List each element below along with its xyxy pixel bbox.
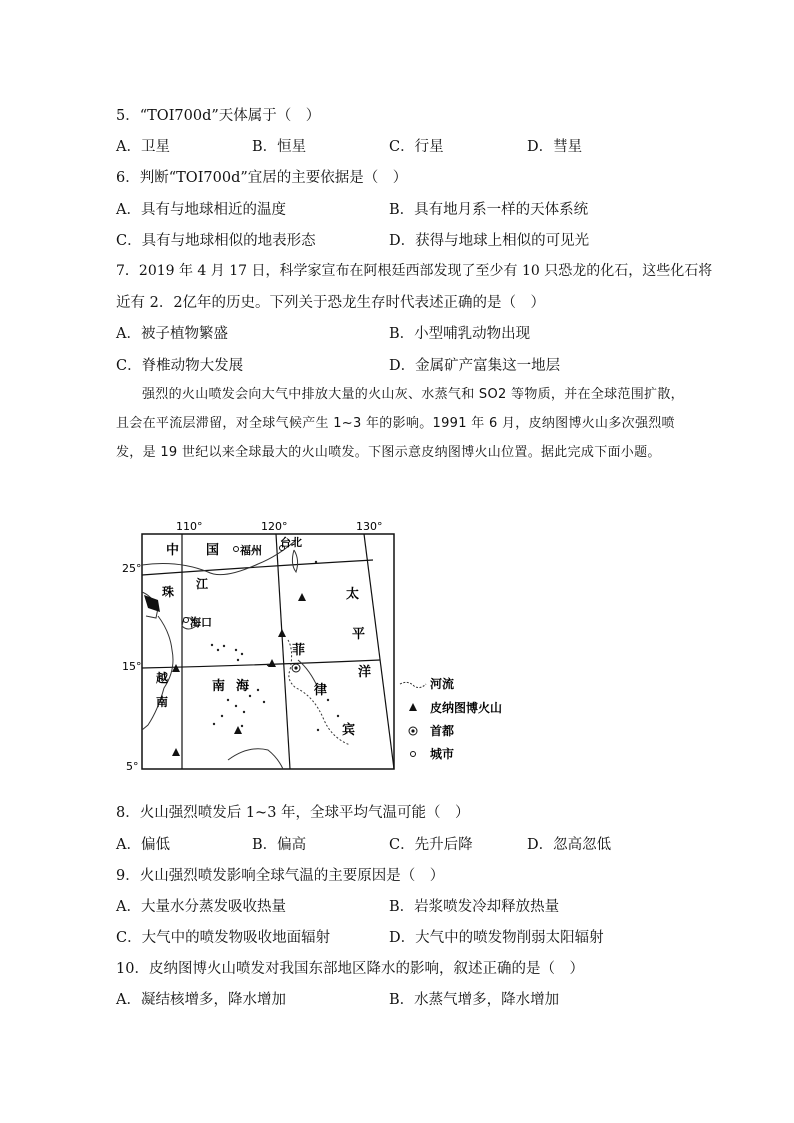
q9-option-c: C．大气中的喷发物吸收地面辐射 [116, 930, 331, 946]
q6-option-c: C．具有与地球相似的地表形态 [116, 233, 316, 249]
q7-stem-line1: 7．2019 年 4 月 17 日，科学家宣布在阿根廷西部发现了至少有 10 只恐龙的化石，这些化石将 [116, 263, 713, 279]
legend-volcano-icon [409, 703, 417, 711]
legend-river: 河流 [430, 677, 455, 691]
map-label-lv: 律 [314, 683, 328, 698]
map-label-jiang: 江 [196, 577, 209, 591]
q8-option-d: D．忽高忽低 [527, 837, 612, 853]
map-label-fuzhou: 福州 [240, 544, 262, 557]
map-lon-120: 120° [261, 520, 288, 533]
q6-option-d: D．获得与地球上相似的可见光 [389, 233, 590, 249]
legend-river-icon [400, 682, 426, 687]
q6-option-a: A．具有与地球相近的温度 [116, 202, 286, 218]
map-lat-25: 25° [122, 562, 142, 575]
map-label-zhu: 珠 [162, 585, 175, 599]
legend-city-icon [411, 752, 416, 757]
map-label-china-1: 中 [166, 543, 180, 558]
map-label-china-2: 国 [206, 543, 220, 558]
map-label-yue: 越 [156, 671, 169, 685]
volcano-icon [268, 659, 276, 667]
map-label-nan2: 南 [156, 695, 169, 709]
q7-option-b: B．小型哺乳动物出现 [389, 326, 531, 342]
map-lat-15: 15° [122, 660, 142, 673]
map-lat-5: 5° [126, 760, 139, 773]
q6-stem: 6．判断“TOI700d”宜居的主要依据是（ ） [116, 170, 408, 186]
q5-option-d: D．彗星 [527, 139, 583, 155]
map-label-bin: 宾 [342, 723, 356, 738]
q9-option-b: B．岩浆喷发冷却释放热量 [389, 899, 560, 915]
q8-option-c: C．先升后降 [389, 837, 473, 853]
volcano-location-map [118, 520, 518, 778]
q7-stem-line2: 近有 2．2亿年的历史。下列关于恐龙生存时代表述正确的是（ ） [116, 295, 546, 311]
map-label-fei: 菲 [292, 643, 306, 658]
q5-option-c: C．行星 [389, 139, 444, 155]
q9-stem: 9．火山强烈喷发影响全球气温的主要原因是（ ） [116, 868, 445, 884]
map-lon-130: 130° [356, 520, 383, 533]
legend-capital: 首都 [430, 724, 455, 738]
legend-city: 城市 [430, 747, 455, 761]
q10-option-b: B．水蒸气增多，降水增加 [389, 992, 560, 1008]
q10-option-a: A．凝结核增多，降水增加 [116, 992, 286, 1008]
q6-option-b: B．具有地月系一样的天体系统 [389, 202, 589, 218]
q5-option-a: A．卫星 [116, 139, 170, 155]
map-label-ping: 平 [352, 627, 366, 642]
q5-option-b: B．恒星 [252, 139, 307, 155]
q8-option-a: A．偏低 [116, 837, 170, 853]
passage: 强烈的火山喷发会向大气中排放大量的火山灰、水蒸气和 SO2 等物质，并在全球范围扩散，且会在平流层滞留，对全球气候产生 1~3 年的影响。1991 年 6 月，皮纳图博火山多次强烈喷发，是 19 世纪以来全球最大的火山喷发。下图示意皮纳图博火山位置。据此完成下面小题。 [116, 387, 684, 460]
q7-option-c: C．脊椎动物大发展 [116, 358, 244, 374]
q10-stem: 10．皮纳图博火山喷发对我国东部地区降水的影响，叙述正确的是（ ） [116, 961, 584, 977]
map-label-tai: 太 [346, 587, 360, 602]
map-label-yang: 洋 [358, 665, 372, 680]
q9-option-a: A．大量水分蒸发吸收热量 [116, 899, 286, 915]
q7-option-a: A．被子植物繁盛 [116, 326, 228, 342]
map-label-taipei: 台北 [280, 536, 302, 549]
q8-stem: 8．火山强烈喷发后 1~3 年，全球平均气温可能（ ） [116, 805, 470, 821]
legend-volcano: 皮纳图博火山 [430, 701, 503, 715]
q7-option-d: D．金属矿产富集这一地层 [389, 358, 561, 374]
map-frame [142, 534, 394, 769]
map-label-haikou: 海口 [190, 616, 212, 629]
map-label-nan: 南 [212, 679, 226, 694]
map-label-hai: 海 [236, 679, 250, 694]
q9-option-d: D．大气中的喷发物削弱太阳辐射 [389, 930, 604, 946]
map-lon-110: 110° [176, 520, 203, 533]
q8-option-b: B．偏高 [252, 837, 307, 853]
q5-stem: 5．“TOI700d”天体属于（ ） [116, 108, 321, 124]
